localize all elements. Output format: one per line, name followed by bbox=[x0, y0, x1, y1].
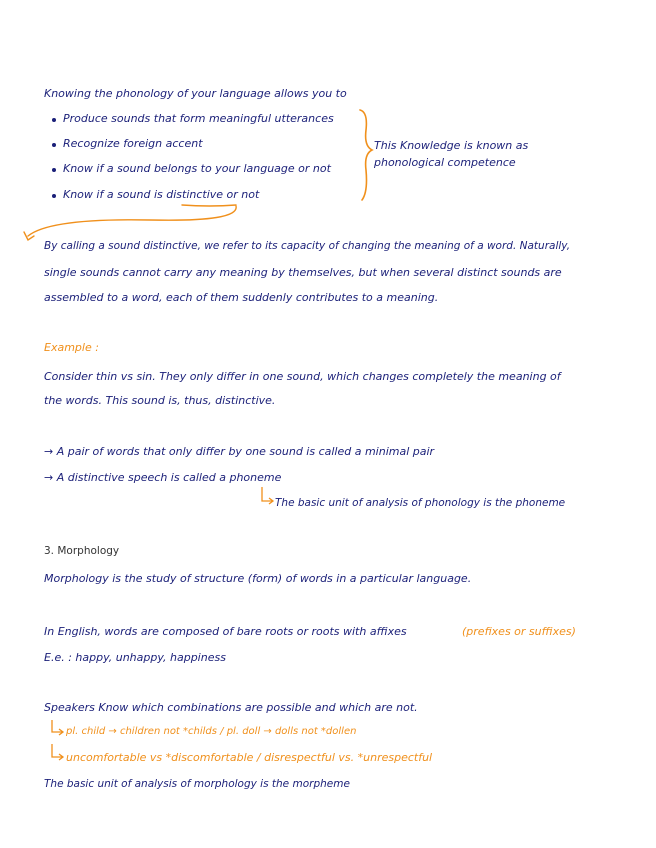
affix-types: (prefixes or suffixes) bbox=[462, 625, 576, 638]
distinctive-line-2: single sounds cannot carry any meaning by themselves, but when several distinct sounds are bbox=[44, 266, 562, 279]
distinctive-line-3: assembled to a word, each of them suddenly contributes to a meaning. bbox=[44, 291, 439, 304]
phoneme-note: → A distinctive speech is called a phoneme bbox=[44, 471, 282, 484]
distinctive-line-1: By calling a sound distinctive, we refer to its capacity of changing the meaning of a word. Naturally, bbox=[44, 240, 571, 252]
morpheme-unit-line: The basic unit of analysis of morphology is the morpheme bbox=[44, 778, 350, 790]
connector-arrow-icon bbox=[28, 206, 236, 236]
morphology-example: E.e. : happy, unhappy, happiness bbox=[44, 651, 226, 664]
intro-text: Knowing the phonology of your language allows you to bbox=[44, 87, 347, 100]
section-heading-morphology: 3. Morphology bbox=[44, 545, 120, 557]
bracket-note-line-2: phonological competence bbox=[374, 156, 516, 169]
bullet-item-3: Know if a sound belongs to your language or not bbox=[63, 162, 331, 175]
plural-examples: pl. child → children not *childs / pl. doll → dolls not *dollen bbox=[66, 726, 357, 737]
bullet-item-4: Know if a sound is distinctive or not bbox=[63, 188, 260, 201]
prefix-examples: uncomfortable vs *discomfortable / disrespectful vs. *unrespectful bbox=[66, 751, 433, 764]
phoneme-unit-note: The basic unit of analysis of phonology is the phoneme bbox=[275, 497, 566, 509]
bullet-item-1: Produce sounds that form meaningful utterances bbox=[63, 112, 334, 125]
distinctive-underline bbox=[182, 205, 236, 206]
curly-bracket-icon bbox=[360, 110, 372, 200]
bracket-note-line-1: This Knowledge is known as bbox=[374, 139, 529, 152]
bullet-item-2: Recognize foreign accent bbox=[63, 137, 203, 150]
english-affixes-line: In English, words are composed of bare roots or roots with affixes bbox=[44, 625, 407, 638]
speakers-line: Speakers Know which combinations are possible and which are not. bbox=[44, 701, 418, 714]
morphology-definition: Morphology is the study of structure (form) of words in a particular language. bbox=[44, 572, 472, 585]
example-line-2: the words. This sound is, thus, distinctive. bbox=[44, 394, 276, 407]
example-label: Example : bbox=[44, 341, 99, 354]
example-line-1: Consider thin vs sin. They only differ in one sound, which changes completely the meaning of bbox=[44, 370, 561, 383]
minimal-pair-note: → A pair of words that only differ by one sound is called a minimal pair bbox=[44, 445, 435, 458]
